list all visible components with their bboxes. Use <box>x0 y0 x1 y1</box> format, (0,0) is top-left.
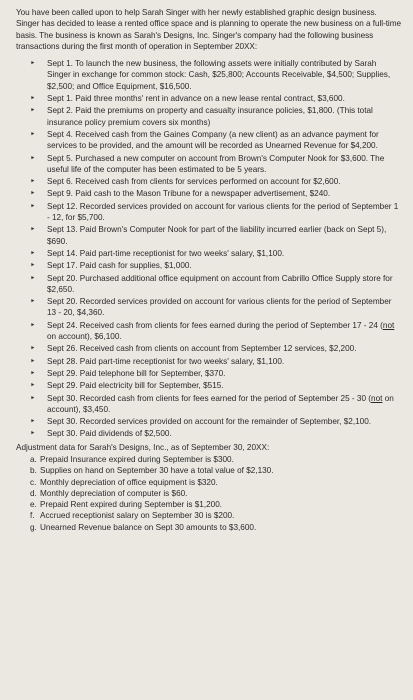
bullet-icon: ‣ <box>30 224 36 235</box>
transaction-text: Sept 29. Paid electricity bill for September, $515. <box>47 381 224 391</box>
transaction-item <box>30 380 401 391</box>
transaction-item <box>30 428 401 439</box>
adjustment-letter: f. <box>30 511 35 521</box>
adjustment-text: Monthly depreciation of computer is $60. <box>40 488 188 498</box>
bullet-icon: ‣ <box>30 188 36 199</box>
transaction-text: Sept 5. Purchased a new computer on account from Brown's Computer Nook for $3,600. The useful life of the computer has been estimated to be 5 years. <box>47 153 385 174</box>
transaction-text-after: on account), $3,450. <box>47 393 394 414</box>
adjustment-item <box>30 454 401 465</box>
transaction-text-after: on account), $6,100. <box>47 332 122 342</box>
bullet-icon: ‣ <box>30 247 36 258</box>
transaction-item <box>30 368 401 379</box>
bullet-icon: ‣ <box>30 200 36 211</box>
transaction-text: Sept 2. Paid the premiums on property and casualty insurance policies, $1,800. (This total insurance policy premium covers six months) <box>47 106 373 127</box>
transaction-text: Sept 17. Paid cash for supplies, $1,000. <box>47 261 192 271</box>
bullet-icon: ‣ <box>30 416 36 427</box>
adjustment-letter: g. <box>30 522 37 532</box>
bullet-icon: ‣ <box>30 58 36 69</box>
bullet-icon: ‣ <box>30 380 36 391</box>
transaction-list <box>16 58 401 440</box>
adjustment-text: Prepaid Rent expired during September is $1,200. <box>40 500 223 510</box>
adjustment-letter: e. <box>30 500 37 510</box>
bullet-icon: ‣ <box>30 343 36 354</box>
transaction-text-before: Sept 24. Received cash from clients for fees earned during the period of September 17 - 24 ( <box>47 320 383 330</box>
transaction-item <box>30 153 401 176</box>
adjustment-text: Accrued receptionist salary on September 30 is $200. <box>40 511 235 521</box>
transaction-item <box>30 416 401 427</box>
transaction-item <box>30 343 401 354</box>
transaction-text: Sept 30. Recorded services provided on account for the remainder of September, $2,100. <box>47 417 372 427</box>
transaction-item <box>30 201 401 224</box>
transaction-item <box>30 248 401 259</box>
adjustment-item <box>30 499 401 510</box>
transaction-item <box>30 224 401 247</box>
adjustment-text: Unearned Revenue balance on Sept 30 amounts to $3,600. <box>40 522 257 532</box>
transaction-text: Sept 6. Received cash from clients for services performed on account for $2,600. <box>47 177 341 187</box>
adjustment-letter: d. <box>30 488 37 498</box>
bullet-icon: ‣ <box>30 105 36 116</box>
bullet-icon: ‣ <box>30 176 36 187</box>
underlined-not: not <box>371 393 383 403</box>
transaction-text: Sept 28. Paid part-time receptionist for two weeks' salary, $1,100. <box>47 356 285 366</box>
bullet-icon: ‣ <box>30 93 36 104</box>
adjustment-item <box>30 477 401 488</box>
adjustment-item <box>30 488 401 499</box>
bullet-icon: ‣ <box>30 260 36 271</box>
adjustment-letter: b. <box>30 466 37 476</box>
transaction-text: Sept 1. To launch the new business, the following assets were initially contributed by Sarah Singer in exchange for common stock: Cash, $25,800; Accounts Receivable, $4,500; Supplies, $2,500; and Office Equipment, $16,500. <box>47 59 391 91</box>
transaction-item <box>30 393 401 416</box>
adjustment-item <box>30 465 401 476</box>
transaction-item <box>30 93 401 104</box>
transaction-item <box>30 58 401 92</box>
bullet-icon: ‣ <box>30 319 36 330</box>
transaction-text: Sept 1. Paid three months' rent in advance on a new lease rental contract, $3,600. <box>47 94 345 104</box>
transaction-item <box>30 260 401 271</box>
transaction-item <box>30 176 401 187</box>
underlined-not: not <box>382 320 395 330</box>
transaction-text: Sept 9. Paid cash to the Mason Tribune for a newspaper advertisement, $240. <box>47 189 331 199</box>
transaction-item <box>30 188 401 199</box>
transaction-item <box>30 356 401 367</box>
transaction-item <box>30 129 401 152</box>
adjustment-letter: a. <box>30 454 37 464</box>
transaction-text: Sept 14. Paid part-time receptionist for two weeks' salary, $1,100. <box>47 248 285 258</box>
adjustment-text: Prepaid Insurance expired during September is $300. <box>40 454 234 464</box>
bullet-icon: ‣ <box>30 128 36 139</box>
bullet-icon: ‣ <box>30 152 36 163</box>
bullet-icon: ‣ <box>30 367 36 378</box>
transaction-text: Sept 4. Received cash from the Gaines Company (a new client) as an advance payment for services to be provided, and the amount will be recorded as Unearned Revenue for $4,200. <box>47 129 379 151</box>
bullet-icon: ‣ <box>30 296 36 307</box>
transaction-text: Sept 30. Paid dividends of $2,500. <box>47 429 172 439</box>
bullet-icon: ‣ <box>30 428 36 439</box>
bullet-icon: ‣ <box>30 355 36 366</box>
bullet-icon: ‣ <box>30 392 36 403</box>
adjustment-text: Monthly depreciation of office equipment is $320. <box>40 477 218 487</box>
transaction-text: Sept 20. Recorded services provided on account for various clients for the period of September 13 - 20, $4,360. <box>47 297 392 318</box>
adjustment-item <box>30 510 401 521</box>
adjustment-list <box>16 454 401 533</box>
transaction-text-before: Sept 30. Recorded cash from clients for fees earned for the period of September 25 - 30 ( <box>47 393 372 403</box>
adjustment-letter: c. <box>30 477 37 487</box>
transaction-item <box>30 320 401 343</box>
adjustment-text: Supplies on hand on September 30 have a total value of $2,130. <box>40 466 274 476</box>
transaction-text: Sept 26. Received cash from clients on account from September 12 services, $2,200. <box>47 344 357 354</box>
transaction-item <box>30 296 401 319</box>
transaction-text: Sept 13. Paid Brown's Computer Nook for part of the liability incurred earlier (back on Sept 5), $690. <box>47 225 387 246</box>
transaction-text: Sept 29. Paid telephone bill for September, $370. <box>47 368 226 378</box>
transaction-text: Sept 12. Recorded services provided on account for various clients for the period of September 1 - 12, for $5,700. <box>47 201 399 223</box>
adjustment-title: Adjustment data for Sarah's Designs, Inc., as of September 30, 20XX: <box>16 442 270 452</box>
adjustment-item <box>30 522 401 533</box>
intro-paragraph: You have been called upon to help Sarah Singer with her newly established graphic design business. Singer has decided to lease a rented office space and is planning to operate the new business on a full-time basis. The business is known as Sarah's Designs, Inc. Singer's company had the following business transactions during the first month of operation in September 20XX: <box>16 8 401 51</box>
transaction-item <box>30 273 401 296</box>
transaction-item <box>30 105 401 128</box>
bullet-icon: ‣ <box>30 272 36 283</box>
transaction-text: Sept 20. Purchased additional office equipment on account from Cabrillo Office Supply store for $2,650. <box>47 273 393 294</box>
